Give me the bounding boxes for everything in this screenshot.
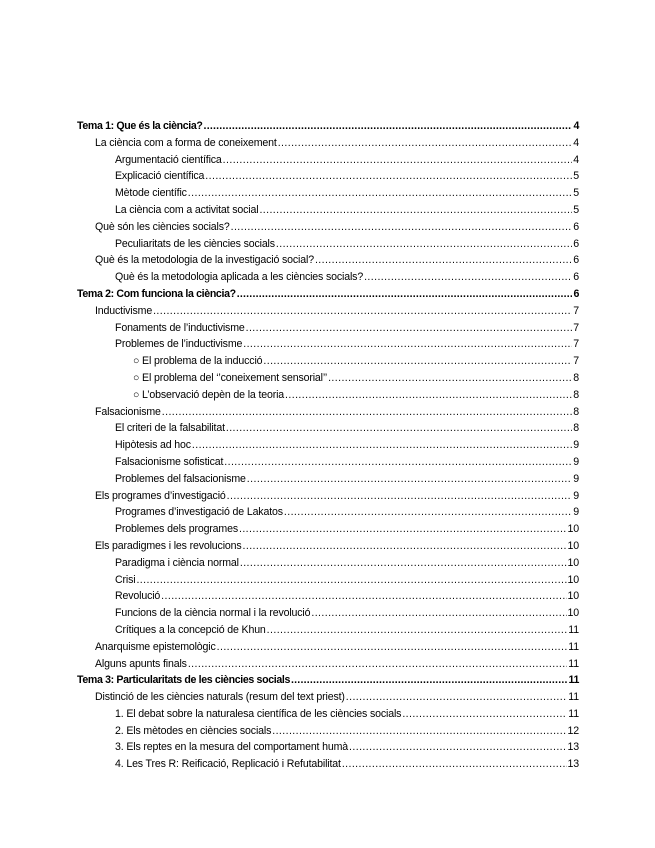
toc-entry-title: Falsacionisme sofisticat [115, 455, 224, 468]
toc-entry-level-2[interactable] [77, 588, 579, 605]
toc-entry-level-1[interactable] [77, 656, 579, 673]
toc-entry-title: Explicació científica [115, 170, 205, 183]
toc-dot-leader [188, 656, 567, 673]
toc-dot-leader [364, 269, 572, 286]
toc-dot-leader [267, 622, 568, 639]
toc-entry-title: Alguns apunts finals [95, 657, 187, 670]
toc-page-number: 9 [573, 472, 579, 485]
toc-dot-leader [285, 387, 572, 404]
toc-page-number: 5 [573, 203, 579, 216]
toc-dot-leader [311, 605, 566, 622]
toc-page-number: 8 [573, 405, 579, 418]
toc-entry-title: Fonaments de l’inductivisme [115, 321, 245, 334]
toc-entry-title: 3. Els reptes en la mesura del comportament humà [115, 741, 349, 754]
toc-entry-title: Els paradigmes i les revolucions [95, 539, 242, 552]
toc-entry-level-1[interactable] [77, 689, 579, 706]
toc-page-number: 11 [568, 657, 579, 670]
toc-page-number: 10 [567, 573, 579, 586]
toc-entry-level-2[interactable] [77, 605, 579, 622]
toc-entry-title: Anarquisme epistemològic [95, 640, 216, 653]
toc-page-number: 7 [573, 338, 579, 351]
toc-entry-title: Problemes dels programes [115, 523, 238, 536]
toc-entry-level-3[interactable] [77, 370, 579, 387]
toc-entry-level-2[interactable] [77, 622, 579, 639]
toc-entry-title: ○ L’observació depèn de la teoria [133, 388, 285, 401]
toc-dot-leader [217, 639, 568, 656]
toc-entry-level-2[interactable] [77, 152, 579, 169]
toc-dot-leader [246, 320, 573, 337]
toc-page-number: 12 [567, 724, 579, 737]
toc-entry-title: Programes d’investigació de Lakatos [115, 506, 283, 519]
toc-page-number: 4 [573, 153, 579, 166]
toc-entry-title: Crisi [115, 573, 136, 586]
toc-dot-leader [136, 572, 566, 589]
toc-entry-level-1[interactable] [77, 639, 579, 656]
toc-page-number: 8 [573, 371, 579, 384]
toc-entry-level-1[interactable] [77, 538, 579, 555]
toc-entry-level-2[interactable] [77, 572, 579, 589]
toc-page-number: 7 [573, 355, 579, 368]
toc-dot-leader [161, 588, 566, 605]
toc-page-number: 10 [567, 607, 579, 620]
toc-dot-leader [243, 336, 572, 353]
toc-entry-title: Funcions de la ciència normal i la revolució [115, 607, 311, 620]
toc-entry-title: Tema 2: Com funciona la ciència? [77, 287, 236, 300]
toc-entry-title: Tema 3: Particularitats de les ciències socials [77, 674, 291, 687]
toc-page-number: 8 [573, 422, 579, 435]
toc-entry-level-0[interactable] [77, 118, 579, 135]
toc-entry-level-2[interactable] [77, 739, 579, 756]
toc-dot-leader [263, 353, 572, 370]
toc-dot-leader [162, 404, 572, 421]
toc-entry-title: Què són les ciències socials? [95, 220, 230, 233]
toc-page-number: 13 [567, 758, 579, 771]
toc-entry-level-2[interactable] [77, 706, 579, 723]
toc-dot-leader [243, 538, 567, 555]
toc-dot-leader [237, 286, 573, 303]
toc-page-number: 11 [568, 674, 579, 687]
toc-entry-level-2[interactable] [77, 504, 579, 521]
toc-entry-title: Peculiaritats de les ciències socials [115, 237, 275, 250]
toc-entry-title: La ciència com a activitat social [115, 203, 259, 216]
toc-entry-title: Tema 1: Que és la ciència? [77, 120, 203, 132]
toc-entry-level-3[interactable] [77, 387, 579, 404]
toc-page-number: 6 [573, 220, 579, 233]
toc-dot-leader [346, 689, 568, 706]
toc-entry-title: 2. Els mètodes en ciències socials [115, 724, 272, 737]
toc-entry-level-0[interactable] [77, 672, 579, 689]
toc-entry-title: Inductivisme [95, 304, 153, 317]
toc-page-number: 4 [573, 120, 579, 132]
toc-page-number: 10 [567, 556, 579, 569]
toc-dot-leader [192, 437, 572, 454]
toc-entry-title: Falsacionisme [95, 405, 161, 418]
toc-entry-level-2[interactable] [77, 471, 579, 488]
toc-page-number: 9 [573, 489, 579, 502]
toc-page-number: 11 [568, 640, 579, 653]
toc-entry-level-2[interactable] [77, 756, 579, 773]
toc-entry-level-2[interactable] [77, 320, 579, 337]
toc-entry-title: Què és la metodologia aplicada a les ciències socials? [115, 271, 364, 284]
toc-entry-title: 1. El debat sobre la naturalesa científica de les ciències socials [115, 707, 402, 720]
toc-dot-leader [349, 739, 566, 756]
toc-entry-level-1[interactable] [77, 252, 579, 269]
toc-page-number: 5 [573, 170, 579, 183]
toc-entry-title: Els programes d’investigació [95, 489, 226, 502]
toc-entry-level-1[interactable] [77, 219, 579, 236]
toc-entry-title: Hipòtesis ad hoc [115, 439, 191, 452]
toc-entry-title: Problemes de l’inductivisme [115, 338, 243, 351]
toc-page-number: 6 [573, 271, 579, 284]
toc-dot-leader [153, 303, 572, 320]
toc-page-number: 6 [573, 254, 579, 267]
toc-dot-leader [259, 202, 572, 219]
toc-entry-level-2[interactable] [77, 336, 579, 353]
toc-entry-title: Mètode científic [115, 187, 187, 200]
toc-entry-level-2[interactable] [77, 454, 579, 471]
toc-page-number: 10 [567, 539, 579, 552]
toc-page-number: 8 [573, 388, 579, 401]
toc-dot-leader [315, 252, 572, 269]
table-of-contents [77, 118, 579, 773]
toc-entry-level-2[interactable] [77, 236, 579, 253]
toc-dot-leader [276, 236, 572, 253]
toc-dot-leader [223, 152, 573, 169]
toc-dot-leader [231, 219, 573, 236]
toc-entry-title: Problemes del falsacionisme [115, 472, 246, 485]
toc-page-number: 10 [567, 523, 579, 536]
toc-dot-leader [240, 555, 567, 572]
toc-dot-leader [239, 521, 567, 538]
toc-page-number: 9 [573, 506, 579, 519]
toc-entry-level-2[interactable] [77, 555, 579, 572]
toc-dot-leader [402, 706, 567, 723]
toc-page-number: 4 [573, 136, 579, 149]
toc-entry-title: El criteri de la falsabilitat [115, 422, 225, 435]
toc-entry-level-2[interactable] [77, 202, 579, 219]
toc-dot-leader [328, 370, 572, 387]
toc-page-number: 7 [573, 304, 579, 317]
toc-dot-leader [205, 168, 572, 185]
toc-entry-title: 4. Les Tres R: Reificació, Replicació i Refutabilitat [115, 758, 341, 771]
toc-entry-level-3[interactable] [77, 353, 579, 370]
toc-dot-leader [226, 420, 572, 437]
toc-page-number: 6 [573, 287, 579, 300]
toc-page-number: 11 [568, 691, 579, 704]
toc-dot-leader [278, 135, 573, 152]
toc-entry-title: ○ El problema de la inducció [133, 355, 263, 368]
toc-entry-level-1[interactable] [77, 135, 579, 152]
toc-dot-leader [204, 118, 573, 135]
toc-dot-leader [247, 471, 572, 488]
toc-entry-title: Què és la metodologia de la investigació social? [95, 254, 314, 267]
toc-page-number: 10 [567, 590, 579, 603]
toc-dot-leader [284, 504, 572, 521]
toc-dot-leader [188, 185, 572, 202]
toc-entry-title: Argumentació científica [115, 153, 222, 166]
toc-page-number: 9 [573, 455, 579, 468]
toc-page-number: 11 [568, 623, 579, 636]
toc-dot-leader [227, 488, 573, 505]
toc-entry-title: Distinció de les ciències naturals (resum del text priest) [95, 691, 345, 704]
toc-dot-leader [342, 756, 567, 773]
toc-entry-level-2[interactable] [77, 723, 579, 740]
toc-entry-level-2[interactable] [77, 437, 579, 454]
toc-entry-level-1[interactable] [77, 404, 579, 421]
toc-entry-level-0[interactable] [77, 286, 579, 303]
toc-entry-level-2[interactable] [77, 168, 579, 185]
toc-page-number: 11 [568, 707, 579, 720]
toc-entry-level-2[interactable] [77, 420, 579, 437]
toc-dot-leader [224, 454, 572, 471]
toc-page-number: 5 [573, 187, 579, 200]
toc-entry-level-2[interactable] [77, 185, 579, 202]
toc-page-number: 13 [567, 741, 579, 754]
toc-entry-title: Paradigma i ciència normal [115, 556, 239, 569]
toc-dot-leader [272, 723, 566, 740]
toc-entry-level-1[interactable] [77, 303, 579, 320]
toc-entry-level-2[interactable] [77, 269, 579, 286]
toc-entry-title: La ciència com a forma de coneixement [95, 136, 277, 149]
toc-dot-leader [291, 672, 567, 689]
toc-entry-title: ○ El problema del ‘’coneixement sensorial’’ [133, 371, 328, 384]
toc-entry-title: Revolució [115, 590, 161, 603]
toc-page-number: 7 [573, 321, 579, 334]
toc-page-number: 6 [573, 237, 579, 250]
toc-entry-title: Crítiques a la concepció de Khun [115, 623, 266, 636]
toc-page-number: 9 [573, 439, 579, 452]
toc-entry-level-1[interactable] [77, 488, 579, 505]
toc-entry-level-2[interactable] [77, 521, 579, 538]
